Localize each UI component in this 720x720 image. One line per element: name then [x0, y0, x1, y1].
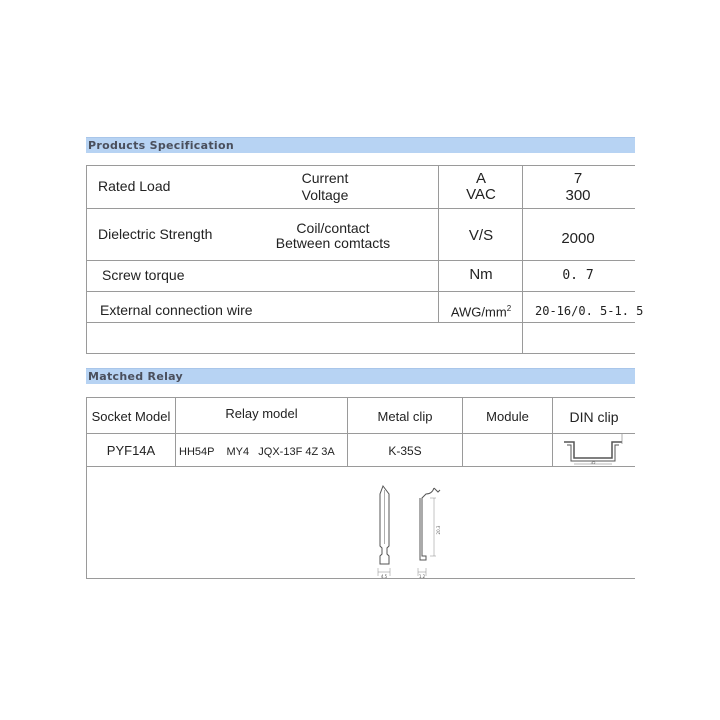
spec-dielectric-label: Dielectric Strength: [98, 226, 213, 242]
spec-col-divider: [522, 165, 523, 353]
relay-section-header: [86, 368, 635, 384]
spec-current-label: Current: [301, 170, 349, 186]
spec-row-divider: [86, 291, 635, 292]
spec-row-divider: [86, 208, 635, 209]
spec-external-wire-label: External connection wire: [100, 302, 253, 318]
din-rail-profile: [564, 442, 622, 458]
relay-models-value: HH54P MY4 JQX-13F 4Z 3A: [179, 446, 335, 458]
spec-section-header: [86, 137, 635, 153]
spec-voltage-value: 300: [565, 187, 591, 204]
spec-row-divider: [86, 165, 635, 166]
relay-row-divider: [86, 578, 635, 579]
spec-external-wire-value: 20-16/0. 5-1. 5: [535, 304, 644, 318]
spec-rated-load-label: Rated Load: [98, 178, 171, 194]
spec-external-wire-unit: AWG/$mm^2$: [450, 304, 512, 320]
spec-dielectric-unit: V/S: [468, 227, 494, 244]
relay-socket-value: PYF14A: [106, 443, 156, 458]
relay-row-divider: [86, 466, 635, 467]
relay-header-socket: Socket Model: [91, 409, 171, 424]
pin-clip-drawing: [368, 484, 458, 580]
spec-coil-contact-label: Coil/contact: [296, 220, 370, 236]
spec-screw-torque-label: Screw torque: [102, 267, 185, 283]
relay-metal-clip-value: K-35S: [388, 444, 422, 458]
clip-width-label: 1.2: [418, 574, 426, 579]
spec-voltage-unit: VAC: [466, 186, 496, 203]
pin-width-label: 4.5: [380, 574, 388, 579]
relay-section-title: Matched Relay: [88, 370, 183, 383]
spec-current-value: 7: [573, 170, 583, 187]
spec-col-divider: [86, 165, 87, 353]
spec-between-contacts-label: Between comtacts: [275, 235, 391, 251]
spec-screw-torque-unit: Nm: [469, 266, 493, 283]
relay-col-divider: [462, 397, 463, 466]
clip-height-label: 20.3: [436, 525, 441, 535]
relay-col-divider: [552, 397, 553, 466]
relay-header-metal-clip: Metal clip: [377, 409, 433, 424]
clip-outline: [420, 488, 434, 560]
spec-current-unit: A: [475, 170, 486, 187]
relay-header-relay-model: Relay model: [225, 406, 298, 421]
spec-row-divider: [86, 353, 635, 354]
spec-section-title: Products Specification: [88, 139, 234, 152]
spec-row-divider: [86, 260, 635, 261]
relay-header-module: Module: [486, 409, 529, 424]
spec-screw-torque-value: 0. 7: [562, 268, 594, 283]
relay-header-din-clip: DIN clip: [569, 409, 619, 425]
spec-col-divider: [438, 165, 439, 323]
din-width-label: 35: [590, 460, 596, 465]
spec-voltage-label: Voltage: [301, 187, 349, 203]
din-rail-drawing: [560, 430, 632, 466]
spec-dielectric-value: 2000: [561, 230, 595, 247]
spec-row-divider: [86, 322, 635, 323]
